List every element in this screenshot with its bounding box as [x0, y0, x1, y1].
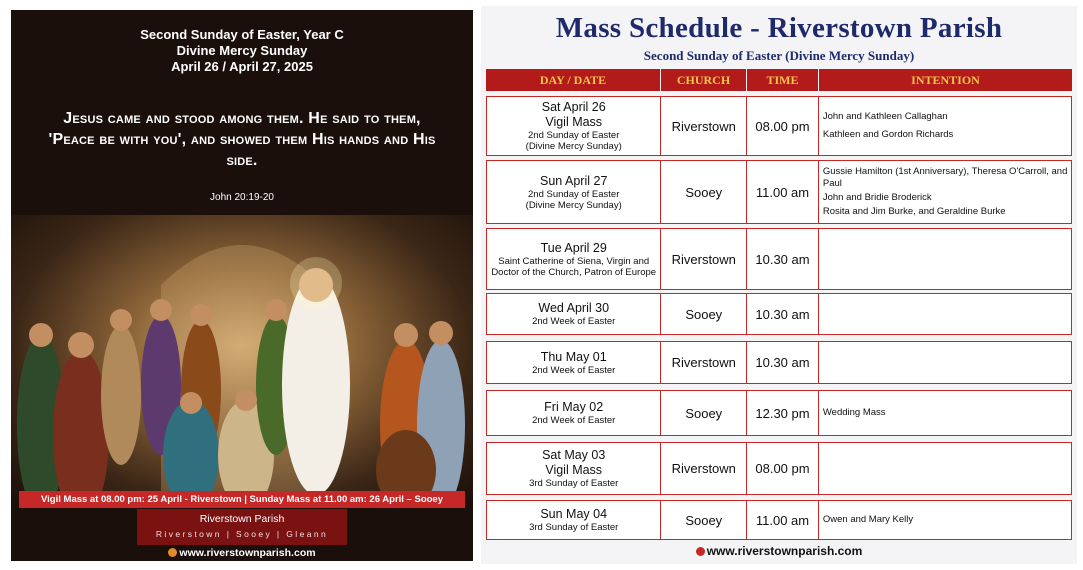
poster — [11, 10, 473, 561]
parish-places: Riverstown | Sooey | Gleann — [155, 529, 329, 539]
day-feast: 2nd Sunday of Easter — [528, 130, 620, 141]
intention-item: Wedding Mass — [822, 407, 886, 418]
intention-item: Gussie Hamilton (1st Anniversary), Theresa O'Carroll, and Paul — [822, 166, 1068, 189]
church-cell: Riverstown — [661, 443, 747, 494]
day-cell — [487, 501, 661, 539]
globe-icon — [168, 548, 177, 557]
day-feast: 2nd Week of Easter — [532, 316, 616, 327]
header-time: TIME — [747, 69, 819, 91]
day-date: Sun May 04 — [540, 507, 608, 521]
day-date: Tue April 29 — [540, 240, 607, 255]
table-row — [486, 96, 1072, 156]
church-cell: Riverstown — [661, 229, 747, 289]
scripture-reference: John 20:19-20 — [210, 192, 274, 203]
poster-website[interactable] — [11, 547, 473, 559]
intention-item: John and Bridie Broderick — [822, 192, 932, 203]
time-cell: 11.00 am — [747, 161, 819, 223]
time-cell: 11.00 am — [747, 501, 819, 539]
intention-cell — [819, 443, 1071, 494]
globe-icon — [696, 547, 705, 556]
table-row — [486, 341, 1072, 384]
poster-website-text[interactable]: www.riverstownparish.com — [179, 547, 316, 559]
mass-times-banner: Vigil Mass at 08.00 pm: 25 April - Riverstown | Sunday Mass at 11.00 am: 26 April – Sooey — [19, 491, 465, 508]
intention-cell — [819, 97, 1071, 155]
day-date: Sat May 03 — [542, 448, 606, 462]
time-cell: 12.30 pm — [747, 391, 819, 435]
time-cell: 08.00 pm — [747, 443, 819, 494]
parish-box — [137, 509, 347, 545]
table-row — [486, 390, 1072, 436]
church-cell: Sooey — [661, 294, 747, 334]
intention-cell — [819, 342, 1071, 383]
header-church: CHURCH — [661, 69, 747, 91]
intention-item: Owen and Mary Kelly — [822, 514, 914, 525]
day-date: Fri May 02 — [544, 400, 604, 414]
day-feast-note: (Divine Mercy Sunday) — [525, 141, 622, 152]
intention-cell — [819, 294, 1071, 334]
schedule-website-text[interactable]: www.riverstownparish.com — [706, 544, 863, 558]
church-cell: Sooey — [661, 501, 747, 539]
header-day-date: DAY / DATE — [486, 69, 661, 91]
header-intention: INTENTION — [911, 73, 980, 87]
table-row — [486, 293, 1072, 335]
time-cell: 10.30 am — [747, 294, 819, 334]
intention-cell — [819, 501, 1071, 539]
scene-illustration — [11, 215, 473, 505]
intention-cell — [819, 391, 1071, 435]
mass-schedule — [481, 6, 1077, 564]
church-cell: Riverstown — [661, 97, 747, 155]
day-feast: 3rd Sunday of Easter — [529, 522, 619, 533]
table-header — [486, 69, 1072, 91]
poster-header-line1: Second Sunday of Easter, Year C — [140, 27, 344, 42]
day-feast-note: (Divine Mercy Sunday) — [525, 199, 622, 211]
day-date: Wed April 30 — [538, 301, 610, 315]
intention-item: Rosita and Jim Burke, and Geraldine Burke — [822, 206, 1006, 217]
day-cell — [487, 391, 661, 435]
table-row — [486, 228, 1072, 290]
table-row — [486, 160, 1072, 224]
day-cell — [487, 97, 661, 155]
table-row — [486, 500, 1072, 540]
time-cell: 10.30 am — [747, 342, 819, 383]
intention-cell — [819, 229, 1071, 289]
day-feast: 3rd Sunday of Easter — [529, 478, 619, 489]
poster-header-line3: April 26 / April 27, 2025 — [171, 59, 313, 74]
parish-name: Riverstown Parish — [199, 513, 285, 525]
schedule-title: Mass Schedule - Riverstown Parish — [555, 12, 1003, 44]
day-label: Vigil Mass — [545, 115, 603, 129]
day-cell — [487, 443, 661, 494]
day-cell — [487, 294, 661, 334]
intention-item: John and Kathleen Callaghan — [822, 111, 948, 122]
day-cell — [487, 342, 661, 383]
day-cell — [487, 229, 661, 289]
church-cell: Sooey — [661, 161, 747, 223]
day-feast: 2nd Sunday of Easter — [528, 188, 620, 200]
day-feast: Saint Catherine of Siena, Virgin and Doctor of the Church, Patron of Europe — [491, 255, 657, 278]
time-cell: 08.00 pm — [747, 97, 819, 155]
day-label: Vigil Mass — [545, 463, 603, 477]
day-date: Sat April 26 — [541, 100, 606, 114]
day-date: Thu May 01 — [540, 349, 607, 364]
table-row — [486, 442, 1072, 495]
church-cell: Riverstown — [661, 342, 747, 383]
poster-header-line2: Divine Mercy Sunday — [176, 43, 308, 58]
day-cell — [487, 161, 661, 223]
day-date: Sun April 27 — [539, 173, 608, 188]
resurrection-scene-image — [11, 215, 473, 505]
day-feast: 2nd Week of Easter — [532, 415, 616, 426]
church-cell: Sooey — [661, 391, 747, 435]
intention-cell — [819, 161, 1071, 223]
intention-item: Kathleen and Gordon Richards — [822, 129, 954, 140]
day-feast: 2nd Week of Easter — [532, 364, 616, 376]
schedule-subtitle: Second Sunday of Easter (Divine Mercy Sunday) — [643, 48, 915, 63]
scripture-quote: Jesus came and stood among them. He said to them, 'Peace be with you', and showed them His hands and His side. — [48, 110, 436, 169]
schedule-website[interactable] — [481, 544, 1077, 558]
poster-header — [11, 27, 473, 75]
time-cell: 10.30 am — [747, 229, 819, 289]
